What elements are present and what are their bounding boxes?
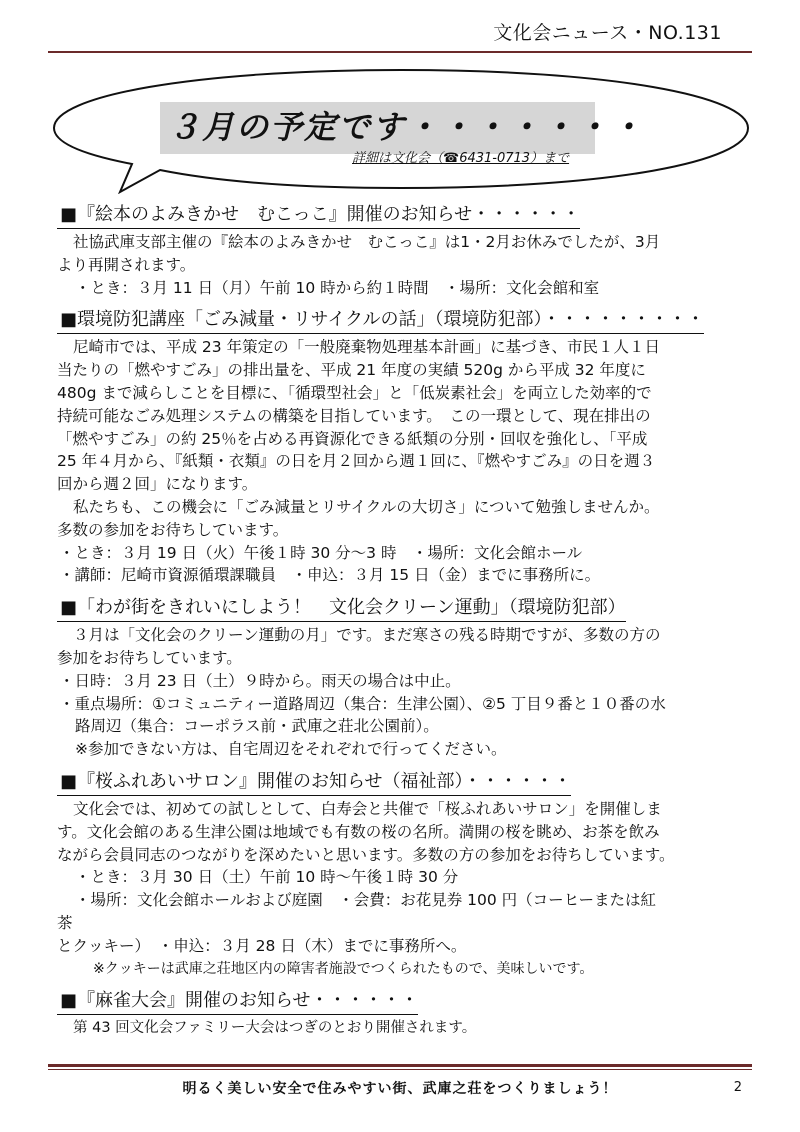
banner-title: ３月の予定です・・・・・・・ — [168, 108, 645, 146]
body-text: 社協武庫支部主催の『絵本のよみきかせ むこっこ』は1・2月お休みでしたが、3月 — [73, 233, 661, 251]
body-text: 文化会では、初めての試しとして、白寿会と共催で「桜ふれあいサロン」を開催しま — [73, 799, 662, 818]
newsletter-title: 文化会ニュース・NO.131 — [493, 22, 722, 44]
main-content — [57, 202, 747, 1048]
event-detail: ・重点場所：①コミュニティー道路周辺（集合：生津公園）、②5 丁目９番と１０番の水 — [59, 694, 666, 713]
section-clean-campaign — [57, 595, 747, 761]
section-ehon — [57, 202, 747, 299]
section-title: ■『桜ふれあいサロン』開催のお知らせ（福祉部）・・・・・・ — [57, 769, 571, 796]
section-environment-course — [57, 307, 747, 587]
note: ※参加できない方は、自宅周辺をそれぞれで行ってください。 — [75, 740, 507, 759]
body-text: 参加をお待ちしています。 — [57, 648, 242, 667]
body-text: 第 43 回文化会ファミリー大会はつぎのとおり開催されます。 — [73, 1020, 477, 1037]
footer-divider-thin — [48, 1069, 752, 1070]
event-detail: とクッキー） ・申込：３月 28 日（木）までに事務所へ。 — [57, 936, 467, 955]
event-detail: ・とき：３月 11 日（月）午前 10 時から約１時間 ・場所：文化会館和室 — [75, 278, 600, 297]
event-detail: ・とき：３月 30 日（土）午前 10 時～午後１時 30 分 — [75, 868, 459, 887]
event-detail: 路周辺（集合：コーポラス前・武庫之荘北公園前）。 — [75, 717, 439, 736]
section-title: ■環境防犯講座「ごみ減量・リサイクルの話」（環境防犯部）・・・・・・・・・ — [57, 307, 704, 334]
event-detail: 茶 — [57, 913, 73, 932]
section-mahjong — [57, 988, 747, 1040]
section-sakura-salon — [57, 769, 747, 980]
body-text: ３月は「文化会のクリーン運動の月」です。まだ寒さの残る時期ですが、多数の方の — [73, 626, 661, 645]
body-text: より再開されます。 — [57, 255, 196, 274]
body-text: 当たりの「燃やすごみ」の排出量を、平成 21 年度の実績 520g から平成 32 年度に — [57, 361, 646, 380]
body-text: 多数の参加をお待ちしています。 — [57, 520, 289, 539]
body-text: 480g まで減らしことを目標に、「循環型社会」と「低炭素社会」を両立した効率的で — [57, 383, 652, 402]
body-text: 持続可能なごみ処理システムの構築を目指しています。 この一環として、現在排出の — [57, 406, 651, 425]
event-detail: ・場所：文化会館ホールおよび庭園 ・会費：お花見券 100 円（コーヒーまたは紅 — [75, 891, 657, 910]
event-detail: ・日時：３月 23 日（土）９時から。雨天の場合は中止。 — [59, 671, 461, 690]
footer-slogan: 明るく美しい安全で住みやすい街、武庫之荘をつくりましょう！ — [182, 1081, 618, 1097]
event-detail: ・とき：３月 19 日（火）午後１時 30 分～3 時 ・場所：文化会館ホール — [59, 543, 583, 562]
section-title: ■「わが街をきれいにしよう！ 文化会クリーン運動」（環境防犯部） — [57, 595, 626, 622]
top-divider — [48, 51, 752, 53]
body-text: 「燃やすごみ」の約 25％を占める再資源化できる紙類の分別・回収を強化し、「平成 — [57, 429, 648, 448]
body-text: 私たちも、この機会に「ごみ減量とリサイクルの大切さ」について勉強しませんか。 — [73, 497, 660, 516]
body-text: す。文化会館のある生津公園は地域でも有数の桜の名所。満開の桜を眺め、お茶を飲み — [57, 822, 660, 841]
body-text: 25 年４月から、『紙類・衣類』の日を月２回から週１回に、『燃やすごみ』の日を週３ — [57, 452, 656, 471]
body-text: 回から週２回」になります。 — [57, 475, 258, 494]
section-title: ■『麻雀大会』開催のお知らせ・・・・・・ — [57, 988, 418, 1015]
body-text: ながら会員同志のつながりを深めたいと思います。多数の方の参加をお待ちしています。 — [57, 845, 675, 864]
body-text: 尼崎市では、平成 23 年策定の「一般廃棄物処理基本計画」に基づき、市民１人１日 — [73, 338, 660, 357]
event-detail: ・講師：尼崎市資源循環課職員 ・申込：３月 15 日（金）までに事務所に。 — [59, 566, 601, 585]
contact-note: 詳細は文化会（☎6431-0713）まで — [352, 151, 570, 166]
footer-divider — [48, 1064, 752, 1067]
section-title: ■『絵本のよみきかせ むこっこ』開催のお知らせ・・・・・・ — [57, 202, 580, 229]
page-number: 2 — [733, 1080, 742, 1095]
note: ※クッキーは武庫之荘地区内の障害者施設でつくられたもので、美味しいです。 — [93, 960, 594, 977]
